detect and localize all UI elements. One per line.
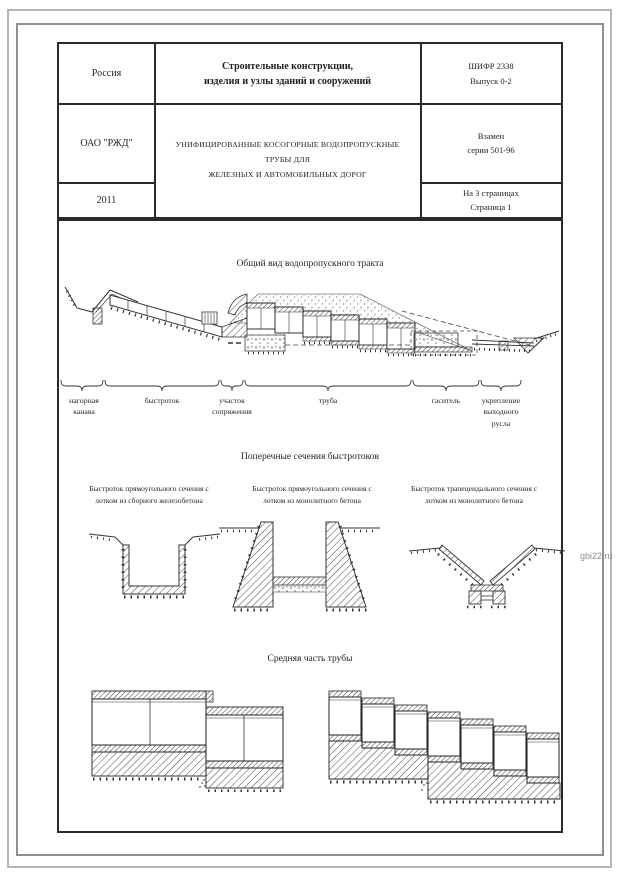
tract-label: [145, 395, 180, 406]
tract-label-line: труба: [318, 396, 338, 405]
tract-label-line: гаситель: [431, 396, 461, 405]
header-table: [57, 42, 563, 219]
cross-section-monolithic-drawing: [217, 521, 382, 633]
tract-label-line: канава: [73, 407, 95, 417]
tract-label-line: нагорная: [69, 396, 99, 405]
tract-label: [212, 395, 252, 418]
general-view-title: Общий вид водопропускного тракта: [236, 259, 384, 269]
cipher-line: ШИФР 2338: [468, 61, 514, 72]
tract-label-line: укрепление: [481, 396, 521, 405]
header-cell-doc-title: [155, 104, 420, 217]
replaces-line: Взамен: [477, 130, 505, 141]
header-cell-pages: [421, 183, 561, 217]
header-cell-cipher: [421, 44, 561, 103]
tract-label: [432, 395, 461, 406]
cross-section-precast-drawing: [87, 524, 222, 609]
cross-sections-title: Поперечные сечения быстротоков: [241, 452, 379, 462]
org-label: ОАО "РЖД": [80, 137, 133, 149]
tract-label-line: выходного: [483, 407, 519, 417]
tract-label-line: русла: [491, 418, 511, 428]
tract-label: [319, 395, 338, 406]
doc-title-line: ЖЕЛЕЗНЫХ И АВТОМОБИЛЬНЫХ ДОРОГ: [208, 169, 367, 179]
category-line: Строительные конструкции,: [221, 60, 354, 72]
tract-label: [69, 395, 99, 418]
tract-label-line: сопряжения: [212, 407, 252, 417]
caption-line: лотком из сборного железобетона: [95, 496, 203, 505]
pages-line: На 3 страницах: [463, 187, 519, 198]
caption-line: Быстроток прямоугольного сечения с: [252, 484, 372, 493]
caption-line: Быстроток трапецеидального сечения с: [411, 484, 537, 493]
cross-section-caption: [389, 483, 559, 507]
cross-section-caption: [227, 483, 397, 507]
category-line: изделия и узлы зданий и сооружений: [203, 75, 372, 87]
replaces-line: серии 501-96: [467, 145, 515, 155]
header-cell-category: [155, 44, 420, 103]
content-frame: [57, 219, 563, 833]
header-cell-replaces: [421, 104, 561, 182]
caption-line: лотком из монолитного бетона: [263, 496, 361, 505]
pipe-middle-two-sections-drawing: [90, 687, 285, 792]
country-label: Россия: [91, 68, 122, 79]
header-cell-year: [59, 183, 154, 217]
general-view-drawing: [62, 281, 562, 376]
caption-line: лотком из монолитного бетона: [425, 496, 523, 505]
watermark: gbi22.ru: [580, 551, 613, 561]
cipher-line: Выпуск 0-2: [470, 75, 512, 86]
middle-part-title: Средняя часть трубы: [267, 654, 353, 664]
header-cell-org: [59, 104, 154, 182]
tract-braces: [59, 379, 565, 393]
pipe-middle-seven-sections-drawing: [327, 687, 562, 807]
header-cell-country: [59, 44, 154, 103]
tract-label-line: участок: [219, 396, 245, 405]
pages-line: Страница 1: [470, 202, 512, 212]
caption-line: Быстроток прямоугольного сечения с: [89, 484, 209, 493]
cross-section-caption: [64, 483, 234, 507]
tract-label-line: быстроток: [144, 396, 180, 405]
doc-title-line: УНИФИЦИРОВАННЫЕ КОСОГОРНЫЕ ВОДОПРОПУСКНЫЕ ТРУБЫ ДЛЯ: [175, 140, 400, 165]
tract-label: [482, 395, 520, 429]
year-label: 2011: [96, 194, 117, 206]
cross-section-trapezoidal-drawing: [407, 539, 567, 614]
